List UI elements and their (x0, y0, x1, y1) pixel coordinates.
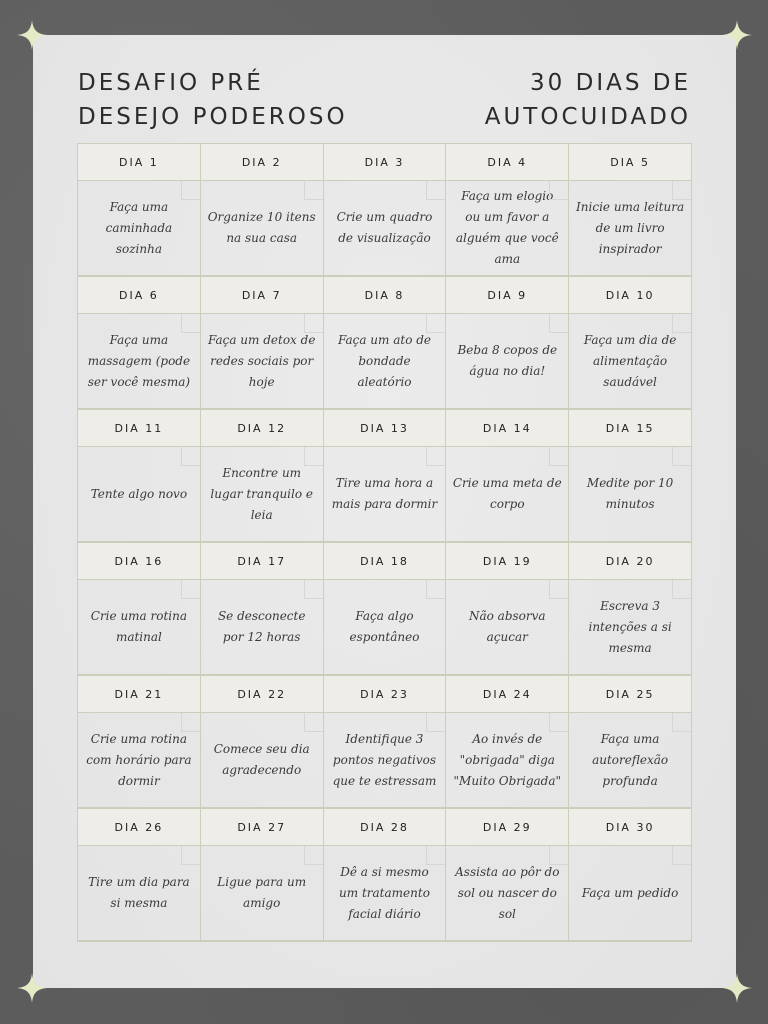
day-task: Crie uma rotina matinal (78, 580, 201, 676)
challenge-grid (77, 143, 692, 942)
day-header: DIA 4 (446, 144, 569, 181)
day-header: DIA 16 (78, 543, 201, 580)
day-task: Faça uma caminhada sozinha (78, 181, 201, 277)
subtitle-line-2: AUTOCUIDADO (484, 104, 691, 130)
day-header: DIA 2 (201, 144, 324, 181)
title-line-2: DESEJO PODEROSO (78, 104, 348, 130)
day-header: DIA 21 (78, 676, 201, 713)
day-header: DIA 3 (324, 144, 447, 181)
day-header: DIA 14 (446, 410, 569, 447)
day-task: Faça um pedido (569, 846, 692, 942)
day-header: DIA 20 (569, 543, 692, 580)
day-task: Faça uma autoreflexão profunda (569, 713, 692, 809)
day-header: DIA 1 (78, 144, 201, 181)
day-task: Escreva 3 intenções a si mesma (569, 580, 692, 676)
day-header: DIA 28 (324, 809, 447, 846)
day-header: DIA 7 (201, 277, 324, 314)
day-task: Tire um dia para si mesma (78, 846, 201, 942)
day-task: Inicie uma leitura de um livro inspirador (569, 181, 692, 277)
title-line-1: DESAFIO PRÉ (78, 70, 264, 96)
day-task: Se desconecte por 12 horas (201, 580, 324, 676)
day-task: Crie um quadro de visualização (324, 181, 447, 277)
day-task: Faça um ato de bondade aleatório (324, 314, 447, 410)
day-task: Encontre um lugar tranquilo e leia (201, 447, 324, 543)
day-task: Não absorva açucar (446, 580, 569, 676)
day-header: DIA 29 (446, 809, 569, 846)
day-header: DIA 11 (78, 410, 201, 447)
day-header: DIA 25 (569, 676, 692, 713)
day-task: Faça um detox de redes sociais por hoje (201, 314, 324, 410)
day-header: DIA 9 (446, 277, 569, 314)
day-header: DIA 24 (446, 676, 569, 713)
day-header: DIA 30 (569, 809, 692, 846)
sparkle-icon (17, 973, 47, 1003)
day-header: DIA 12 (201, 410, 324, 447)
day-task: Faça algo espontâneo (324, 580, 447, 676)
day-task: Tire uma hora a mais para dormir (324, 447, 447, 543)
day-task: Faça um dia de alimentação saudável (569, 314, 692, 410)
day-task: Crie uma rotina com horário para dormir (78, 713, 201, 809)
day-header: DIA 23 (324, 676, 447, 713)
day-header: DIA 8 (324, 277, 447, 314)
day-header: DIA 27 (201, 809, 324, 846)
day-task: Tente algo novo (78, 447, 201, 543)
day-header: DIA 22 (201, 676, 324, 713)
day-task: Identifique 3 pontos negativos que te estressam (324, 713, 447, 809)
sparkle-icon (722, 20, 752, 50)
day-task: Comece seu dia agradecendo (201, 713, 324, 809)
day-task: Faça uma massagem (pode ser você mesma) (78, 314, 201, 410)
day-header: DIA 19 (446, 543, 569, 580)
day-header: DIA 18 (324, 543, 447, 580)
day-task: Dê a si mesmo um tratamento facial diário (324, 846, 447, 942)
day-header: DIA 15 (569, 410, 692, 447)
day-task: Assista ao pôr do sol ou nascer do sol (446, 846, 569, 942)
day-task: Crie uma meta de corpo (446, 447, 569, 543)
day-task: Faça um elogio ou um favor a alguém que você ama (446, 181, 569, 277)
day-task: Beba 8 copos de água no dia! (446, 314, 569, 410)
day-header: DIA 13 (324, 410, 447, 447)
day-header: DIA 10 (569, 277, 692, 314)
subtitle-line-1: 30 DIAS DE (530, 70, 691, 96)
sparkle-icon (17, 20, 47, 50)
day-header: DIA 5 (569, 144, 692, 181)
challenge-title (78, 66, 348, 134)
day-task: Ao invés de "obrigada" diga "Muito Obrigada" (446, 713, 569, 809)
day-header: DIA 6 (78, 277, 201, 314)
challenge-subtitle (485, 66, 691, 134)
day-header: DIA 26 (78, 809, 201, 846)
day-task: Organize 10 itens na sua casa (201, 181, 324, 277)
day-task: Medite por 10 minutos (569, 447, 692, 543)
day-task: Ligue para um amigo (201, 846, 324, 942)
sparkle-icon (722, 973, 752, 1003)
day-header: DIA 17 (201, 543, 324, 580)
